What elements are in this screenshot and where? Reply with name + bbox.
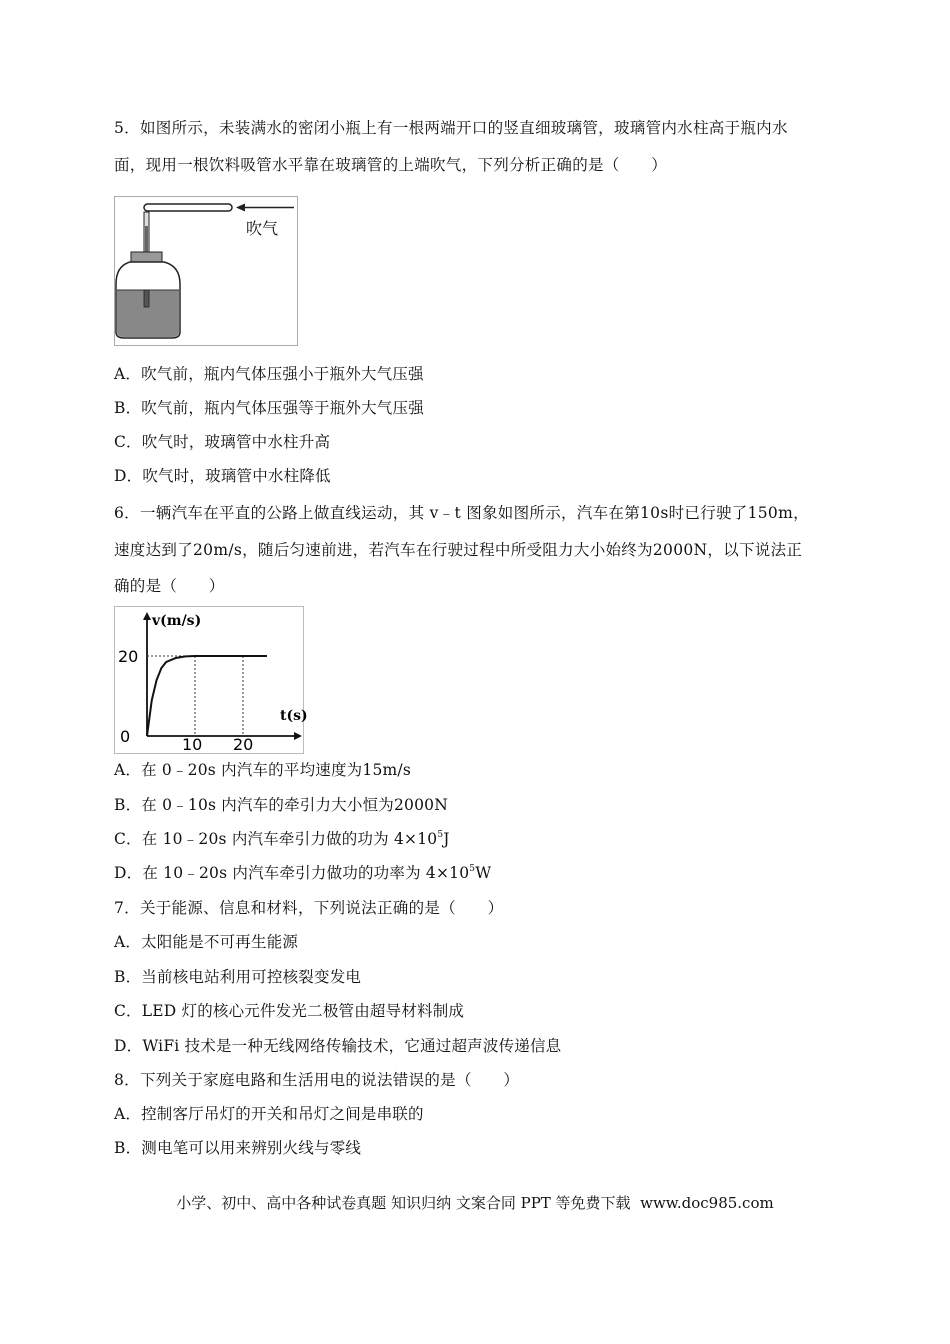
q5-bottle-figure <box>114 196 298 346</box>
q5-stem-line-2: 面，现用一根饮料吸管水平靠在玻璃管的上端吹气，下列分析正确的是（ ） <box>114 156 668 174</box>
q7-option-b: B．当前核电站利用可控核裂变发电 <box>114 968 362 986</box>
blow-label: 吹气 <box>246 219 279 238</box>
q7-option-a: A．太阳能是不可再生能源 <box>114 933 299 951</box>
q6-option-d-exponent: 5 <box>469 864 476 874</box>
q5-option-d: D．吹气时，玻璃管中水柱降低 <box>114 467 331 485</box>
q6-option-d <box>114 863 491 883</box>
q7-option-d: D．WiFi 技术是一种无线网络传输技术，它通过超声波传递信息 <box>114 1037 562 1055</box>
q7-stem-line-1 <box>114 898 503 918</box>
q6-stem-line-3: 确的是（ ） <box>114 577 225 595</box>
x-tick-label-10: 10 <box>182 735 203 754</box>
q6-option-c-unit: J <box>443 830 450 848</box>
x-tick-label-20: 20 <box>233 735 254 754</box>
velocity-series-line <box>147 656 267 736</box>
q6-stem-text-1: 一辆汽车在平直的公路上做直线运动，其 v﹣t 图象如图所示，汽车在第10s时已行驶了150m， <box>139 504 809 522</box>
q5-stem-line-1 <box>114 118 788 138</box>
footer-site-link[interactable]: www.doc985.com <box>640 1194 774 1212</box>
q6-option-d-text: D．在 10﹣20s 内汽车牵引力做功的功率为 4×10 <box>114 864 470 882</box>
q7-number: 7． <box>114 899 140 917</box>
bottle-straw-diagram <box>114 196 298 346</box>
q8-stem-line-1 <box>114 1070 519 1090</box>
x-axis-label: t(s) <box>280 708 308 724</box>
q7-option-c: C．LED 灯的核心元件发光二极管由超导材料制成 <box>114 1002 465 1020</box>
q8-stem-text: 下列关于家庭电路和生活用电的说法错误的是（ ） <box>139 1071 520 1089</box>
q6-number: 6． <box>114 504 140 522</box>
q6-option-b: B．在 0﹣10s 内汽车的牵引力大小恒为2000N <box>114 796 448 814</box>
vt-graph <box>114 606 308 754</box>
q6-vt-chart <box>114 606 308 754</box>
q8-option-a: A．控制客厅吊灯的开关和吊灯之间是串联的 <box>114 1105 424 1123</box>
y-axis-arrow <box>143 612 151 620</box>
q5-option-a: A．吹气前，瓶内气体压强小于瓶外大气压强 <box>114 365 424 383</box>
q6-option-c <box>114 829 450 849</box>
q6-stem-line-1 <box>114 503 809 523</box>
q8-number: 8． <box>114 1071 140 1089</box>
origin-label: 0 <box>120 727 131 746</box>
q8-option-b: B．测电笔可以用来辨别火线与零线 <box>114 1139 362 1157</box>
footer-text: 小学、初中、高中各种试卷真题 知识归纳 文案合同 PPT 等免费下载 <box>176 1194 631 1212</box>
x-axis-arrow <box>294 732 302 740</box>
q5-stem-text-1: 如图所示，未装满水的密闭小瓶上有一根两端开口的竖直细玻璃管，玻璃管内水柱高于瓶内水 <box>139 119 788 137</box>
q7-stem-text: 关于能源、信息和材料，下列说法正确的是（ ） <box>139 899 504 917</box>
page-footer <box>0 1192 950 1213</box>
q5-option-c: C．吹气时，玻璃管中水柱升高 <box>114 433 331 451</box>
y-axis-label: v(m/s) <box>152 613 202 629</box>
q6-option-c-exponent: 5 <box>437 830 444 840</box>
q5-number: 5． <box>114 119 140 137</box>
q6-option-a: A．在 0﹣20s 内汽车的平均速度为15m/s <box>114 761 411 779</box>
q6-stem-line-2: 速度达到了20m/s，随后匀速前进，若汽车在行驶过程中所受阻力大小始终为2000N，以下说法正 <box>114 541 803 559</box>
chart-frame <box>115 607 304 754</box>
q5-option-b: B．吹气前，瓶内气体压强等于瓶外大气压强 <box>114 399 424 417</box>
q6-option-c-text: C．在 10﹣20s 内汽车牵引力做的功为 4×10 <box>114 830 438 848</box>
y-tick-label-20: 20 <box>118 647 139 666</box>
q6-option-d-unit: W <box>475 864 492 882</box>
